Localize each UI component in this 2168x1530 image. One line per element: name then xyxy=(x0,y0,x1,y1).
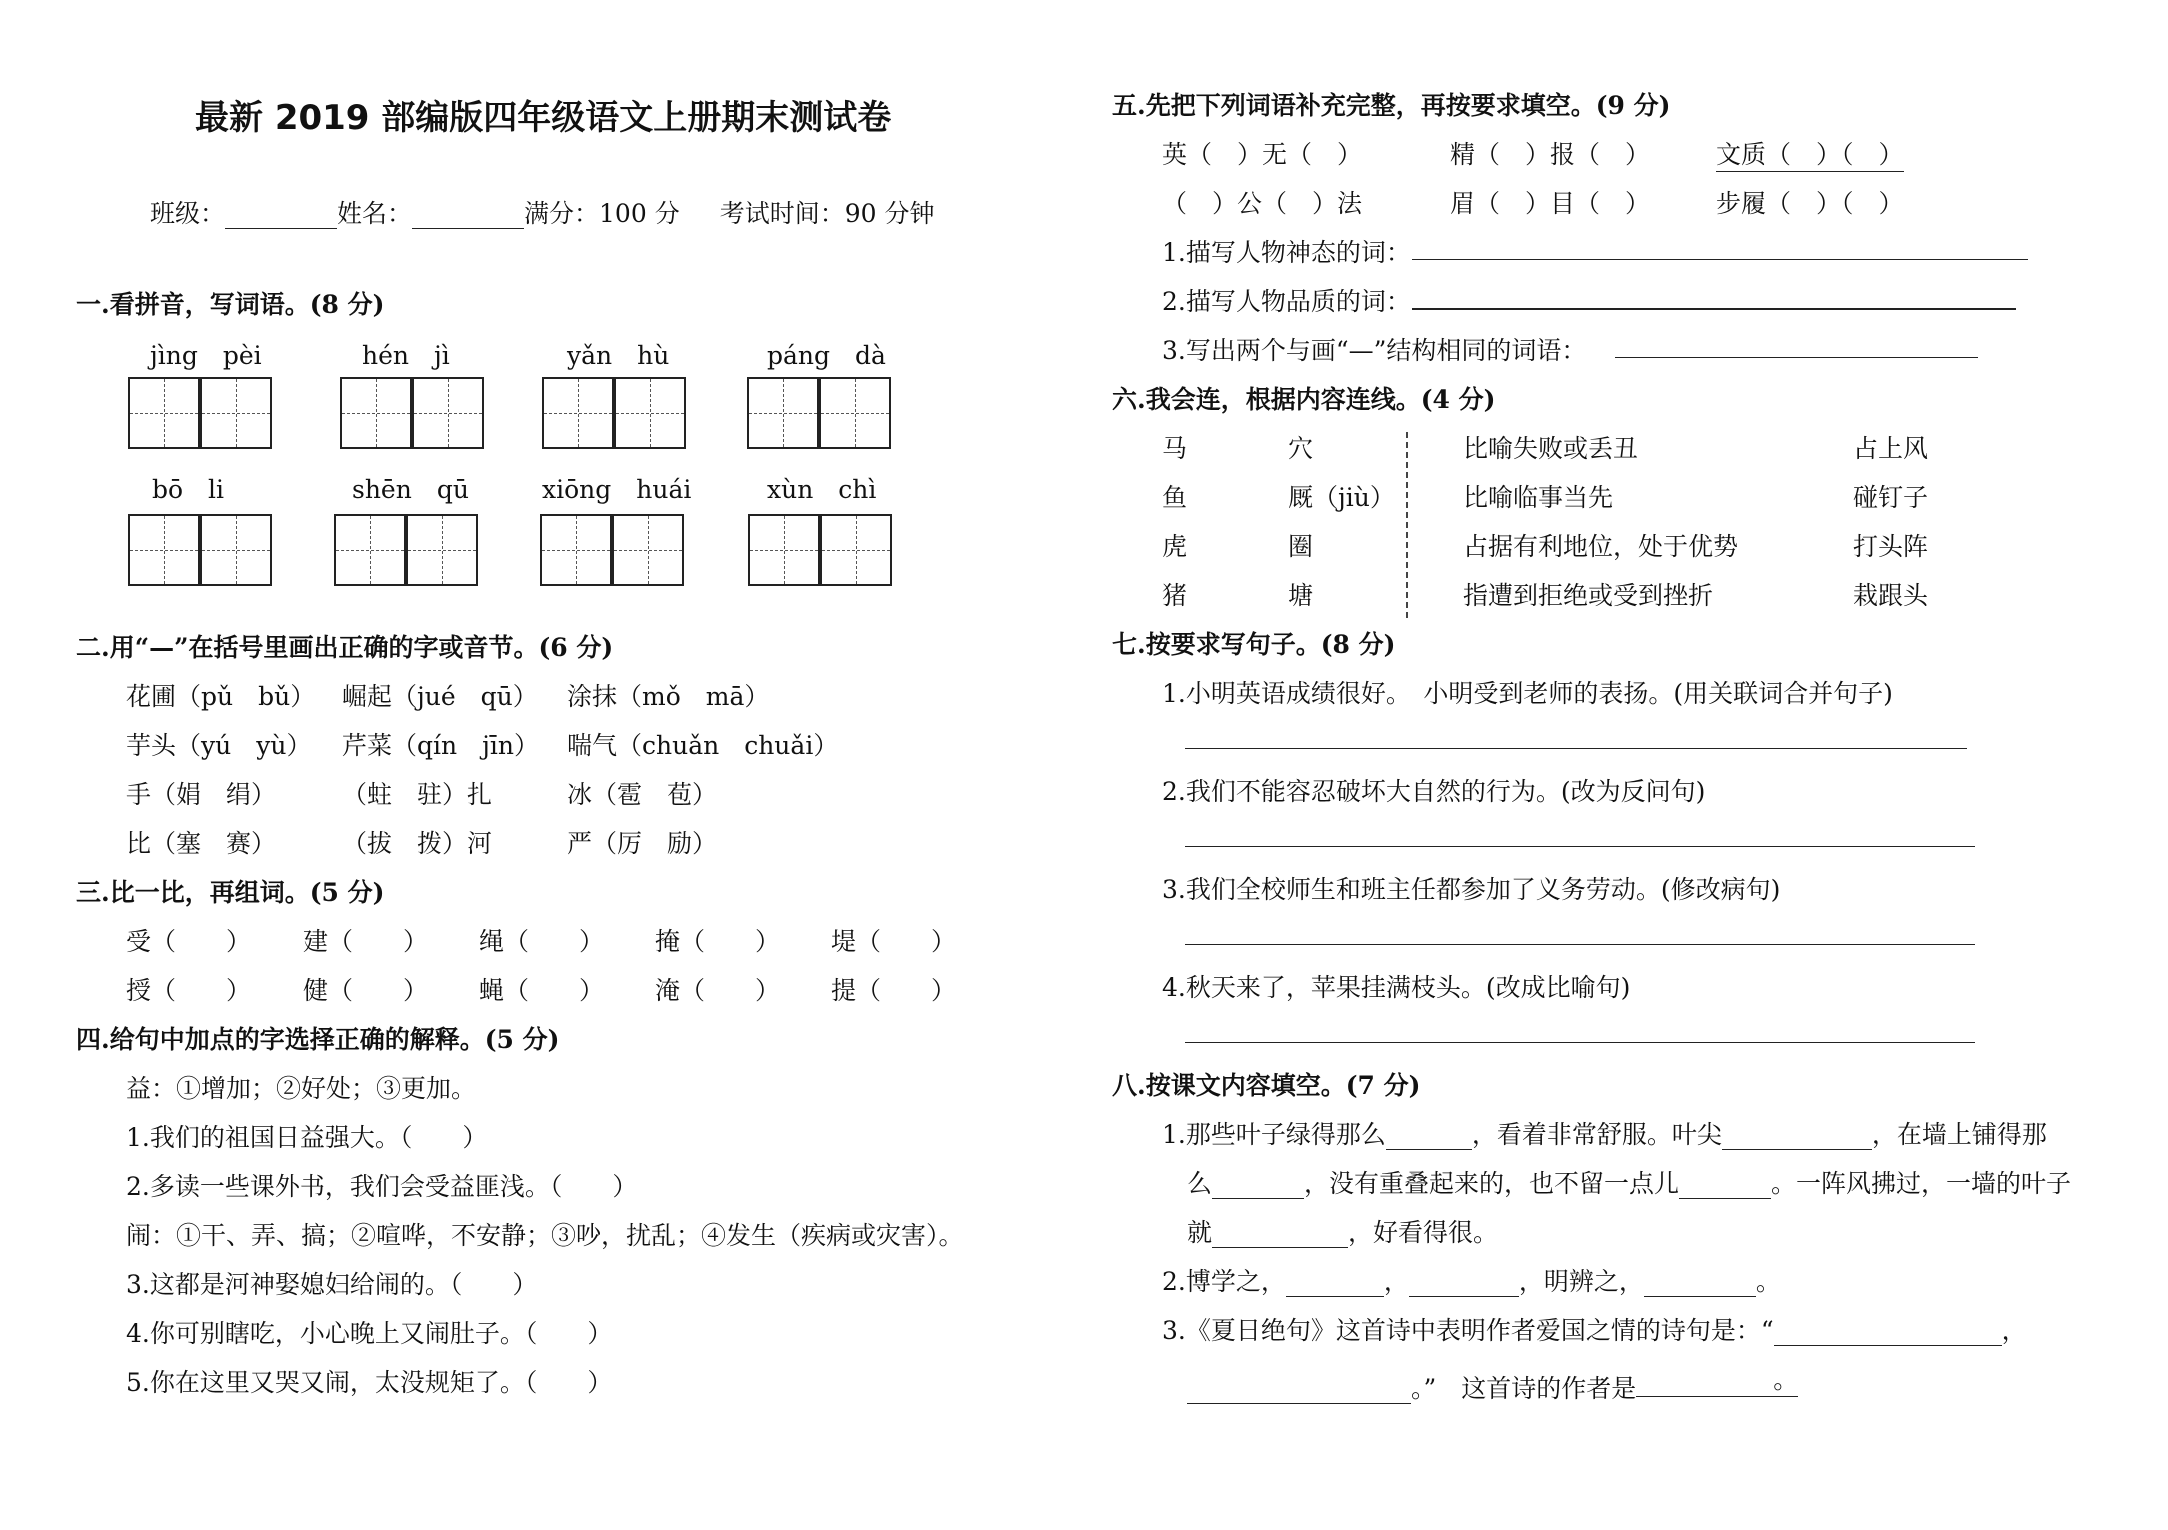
blank[interactable] xyxy=(1386,1120,1472,1150)
char-box[interactable] xyxy=(128,377,200,449)
s5-question: 1.描写人物神态的词： xyxy=(1162,238,1411,267)
answer-line[interactable] xyxy=(1185,846,1975,847)
match-animal[interactable]: 猪 xyxy=(1162,581,1188,610)
match-home[interactable]: 穴 xyxy=(1288,434,1314,463)
char-box[interactable] xyxy=(200,377,272,449)
match-meaning[interactable]: 比喻失败或丢丑 xyxy=(1463,434,1639,463)
char-box[interactable] xyxy=(334,514,406,586)
s4-heading: 四.给句中加点的字选择正确的解释。(5 分) xyxy=(76,1025,560,1054)
divider xyxy=(1406,432,1408,618)
text: 。 xyxy=(1755,1267,1781,1296)
s2-item[interactable]: 喘气（chuǎn chuǎi） xyxy=(567,731,839,760)
s5-idiom[interactable]: 步履（ ）（ ） xyxy=(1716,189,1904,218)
answer-line[interactable] xyxy=(1185,1042,1975,1043)
s3-item[interactable]: 绳（ ） xyxy=(479,927,605,956)
s7-question: 2.我们不能容忍破坏大自然的行为。(改为反问句) xyxy=(1162,777,1706,806)
match-meaning[interactable]: 比喻临事当先 xyxy=(1463,483,1614,512)
s3-item[interactable]: 建（ ） xyxy=(303,927,429,956)
char-box[interactable] xyxy=(819,377,891,449)
s2-item[interactable]: 手（娟 绢） xyxy=(126,780,277,809)
s4-line[interactable]: 5.你在这里又哭又闹，太没规矩了。（ ） xyxy=(126,1368,613,1397)
pinyin-1: jìng pèi xyxy=(150,341,262,370)
blank[interactable] xyxy=(1409,1267,1519,1297)
answer-line[interactable] xyxy=(1185,748,1967,749)
s3-item[interactable]: 健（ ） xyxy=(303,976,429,1005)
char-box[interactable] xyxy=(748,514,820,586)
match-phrase[interactable]: 打头阵 xyxy=(1853,532,1929,561)
s5-question: 2.描写人物品质的词： xyxy=(1162,287,1411,316)
text: 。一阵风拂过，一墙的叶子 xyxy=(1771,1169,2072,1198)
s2-item[interactable]: 崛起（jué qū） xyxy=(342,682,538,711)
text: 。” 这首诗的作者是 xyxy=(1411,1374,1637,1403)
pinyin-8: xùn chì xyxy=(767,475,877,504)
text: ，没有重叠起来的，也不留一点儿 xyxy=(1304,1169,1680,1198)
text: ，看着非常舒服。叶尖 xyxy=(1471,1120,1722,1149)
s8-line xyxy=(1162,1262,1781,1298)
s8-line xyxy=(1162,1311,2027,1347)
s3-item[interactable]: 受（ ） xyxy=(126,927,252,956)
page-title: 最新 2019 部编版四年级语文上册期末测试卷 xyxy=(195,98,892,138)
blank[interactable] xyxy=(1679,1169,1771,1199)
blank[interactable] xyxy=(1636,1360,1798,1397)
pinyin-7: xiōng huái xyxy=(542,475,692,504)
s3-item[interactable]: 提（ ） xyxy=(831,976,957,1005)
match-animal[interactable]: 鱼 xyxy=(1162,483,1188,512)
match-phrase[interactable]: 栽跟头 xyxy=(1853,581,1929,610)
time-label: 考试时间：90 分钟 xyxy=(719,199,935,228)
pinyin-4: páng dà xyxy=(767,341,886,370)
pinyin-5: bō li xyxy=(152,475,225,504)
text: 3.《夏日绝句》这首诗中表明作者爱国之情的诗句是：“ xyxy=(1162,1316,1774,1345)
text: ， xyxy=(1383,1267,1409,1296)
match-home[interactable]: 厩（jiù） xyxy=(1288,483,1395,512)
char-box[interactable] xyxy=(340,377,412,449)
match-meaning[interactable]: 指遭到拒绝或受到挫折 xyxy=(1463,581,1714,610)
s2-item[interactable]: 冰（雹 苞） xyxy=(567,780,718,809)
char-box[interactable] xyxy=(540,514,612,586)
char-box[interactable] xyxy=(614,377,686,449)
match-animal[interactable]: 马 xyxy=(1162,434,1188,463)
s4-line[interactable]: 2.多读一些课外书，我们会受益匪浅。（ ） xyxy=(126,1172,638,1201)
answer-line[interactable] xyxy=(1615,357,1978,358)
s6-heading: 六.我会连，根据内容连线。(4 分) xyxy=(1112,385,1496,414)
char-box[interactable] xyxy=(200,514,272,586)
blank[interactable] xyxy=(1722,1120,1872,1150)
match-meaning[interactable]: 占据有利地位，处于优势 xyxy=(1463,532,1739,561)
pinyin-2: hén jì xyxy=(362,341,450,370)
s2-item[interactable]: （蛀 驻）扎 xyxy=(342,780,493,809)
blank[interactable] xyxy=(1212,1218,1348,1248)
char-box[interactable] xyxy=(820,514,892,586)
blank[interactable] xyxy=(1286,1267,1384,1297)
text: ，明辨之， xyxy=(1518,1267,1644,1296)
s8-line xyxy=(1187,1213,1498,1249)
pinyin-3: yǎn hù xyxy=(567,341,670,370)
s2-item[interactable]: 涂抹（mǒ mā） xyxy=(567,682,770,711)
text: 。 xyxy=(1773,1365,1799,1394)
s7-question: 1.小明英语成绩很好。 小明受到老师的表扬。(用关联词合并句子) xyxy=(1162,679,1893,708)
name-blank[interactable] xyxy=(412,199,524,229)
text: ，在墙上铺得那 xyxy=(1871,1120,2047,1149)
s2-item[interactable]: 比（塞 赛） xyxy=(126,829,277,858)
s8-line xyxy=(1187,1360,1798,1405)
match-animal[interactable]: 虎 xyxy=(1162,532,1188,561)
s7-question: 4.秋天来了，苹果挂满枝头。(改成比喻句) xyxy=(1162,973,1631,1002)
s4-line: 闹：①干、弄、搞；②喧哗，不安静；③吵，扰乱；④发生（疾病或灾害）。 xyxy=(126,1221,964,1250)
text: 2.博学之， xyxy=(1162,1267,1286,1296)
char-box[interactable] xyxy=(542,377,614,449)
text: 1.那些叶子绿得那么 xyxy=(1162,1120,1386,1149)
s3-item[interactable]: 掩（ ） xyxy=(655,927,781,956)
text: 么 xyxy=(1187,1169,1213,1198)
s7-question: 3.我们全校师生和班主任都参加了义务劳动。(修改病句) xyxy=(1162,875,1781,904)
text: 就 xyxy=(1187,1218,1213,1247)
info-line xyxy=(150,194,934,230)
blank[interactable] xyxy=(1644,1267,1756,1297)
s3-item[interactable]: 淹（ ） xyxy=(655,976,781,1005)
answer-line[interactable] xyxy=(1412,308,2016,310)
answer-line[interactable] xyxy=(1412,259,2028,260)
match-phrase[interactable]: 碰钉子 xyxy=(1853,483,1929,512)
s7-heading: 七.按要求写句子。(8 分) xyxy=(1112,630,1396,659)
char-box[interactable] xyxy=(128,514,200,586)
match-home[interactable]: 塘 xyxy=(1288,581,1314,610)
char-box[interactable] xyxy=(406,514,478,586)
pinyin-6: shēn qū xyxy=(352,475,469,504)
blank[interactable] xyxy=(1212,1169,1304,1199)
s2-item[interactable]: 严（厉 励） xyxy=(567,829,718,858)
s2-item[interactable]: 花圃（pǔ bǔ） xyxy=(126,682,316,711)
s5-question: 3.写出两个与画“—”结构相同的词语： xyxy=(1162,336,1587,365)
name-label: 姓名： xyxy=(337,199,413,228)
text: ， xyxy=(2001,1316,2027,1345)
s5-idiom[interactable]: 精（ ）报（ ） xyxy=(1450,140,1651,169)
s2-item[interactable]: （拔 拨）河 xyxy=(342,829,493,858)
s8-line xyxy=(1162,1115,2047,1151)
s4-line[interactable]: 4.你可别瞎吃，小心晚上又闹肚子。（ ） xyxy=(126,1319,613,1348)
s5-heading: 五.先把下列词语补充完整，再按要求填空。(9 分) xyxy=(1112,91,1671,120)
match-phrase[interactable]: 占上风 xyxy=(1853,434,1929,463)
s2-item[interactable]: 芹菜（qín jīn） xyxy=(342,731,539,760)
char-box[interactable] xyxy=(747,377,819,449)
s4-line[interactable]: 1.我们的祖国日益强大。（ ） xyxy=(126,1123,488,1152)
s4-line: 益：①增加；②好处；③更加。 xyxy=(126,1074,477,1103)
s3-item[interactable]: 蝇（ ） xyxy=(479,976,605,1005)
s8-heading: 八.按课文内容填空。(7 分) xyxy=(1112,1071,1421,1100)
class-blank[interactable] xyxy=(225,199,337,229)
blank[interactable] xyxy=(1774,1316,2002,1346)
s5-idiom[interactable]: 眉（ ）目（ ） xyxy=(1450,189,1651,218)
blank[interactable] xyxy=(1187,1374,1411,1404)
s5-idiom[interactable]: 英（ ）无（ ） xyxy=(1162,140,1363,169)
answer-line[interactable] xyxy=(1185,944,1975,945)
s5-idiom[interactable]: （ ）公（ ）法 xyxy=(1162,189,1363,218)
s2-item[interactable]: 芋头（yú yù） xyxy=(126,731,312,760)
s3-item[interactable]: 授（ ） xyxy=(126,976,252,1005)
s1-heading: 一.看拼音，写词语。(8 分) xyxy=(76,290,385,319)
s8-line xyxy=(1187,1164,2071,1200)
char-box[interactable] xyxy=(612,514,684,586)
s3-heading: 三.比一比，再组词。(5 分) xyxy=(76,878,385,907)
s4-line[interactable]: 3.这都是河神娶媳妇给闹的。（ ） xyxy=(126,1270,538,1299)
char-box[interactable] xyxy=(412,377,484,449)
s2-heading: 二.用“—”在括号里画出正确的字或音节。(6 分) xyxy=(76,633,614,662)
s5-idiom[interactable]: 文质（ ）（ ） xyxy=(1716,135,1904,172)
text: ，好看得很。 xyxy=(1348,1218,1499,1247)
class-label: 班级： xyxy=(150,199,226,228)
match-home[interactable]: 圈 xyxy=(1288,532,1314,561)
score-label: 满分：100 分 xyxy=(524,199,680,228)
s3-item[interactable]: 堤（ ） xyxy=(831,927,957,956)
